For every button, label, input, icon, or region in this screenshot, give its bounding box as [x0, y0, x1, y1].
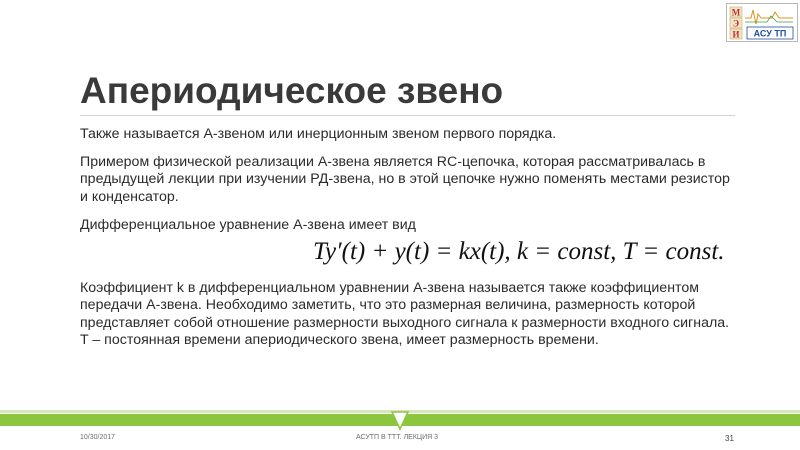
logo-letter-1: М: [731, 7, 741, 18]
title-divider: [80, 115, 735, 116]
mei-asutp-logo: [726, 3, 798, 42]
paragraph-1: Также называется А-звеном или инерционным звеном первого порядка.: [80, 126, 557, 142]
paragraph-4: Коэффициент k в дифференциальном уравнении А-звена называется также коэффициентом передачи А-звена. Необходимо заметить, что это размерная величина, размерность которой представляет собой отношение размерности выходного сигнала к размерности входного сигнала. T – постоянная времени апериодического звена, имеет размерность времени.: [80, 280, 730, 348]
paragraph-2: Примером физической реализации А-звена является RC-цепочка, которая рассматривалась в предыдущей лекции при изучении РД-звена, но в этой цепочке нужно поменять местами резистор и конденсатор.: [80, 154, 730, 205]
logo-letter-2: Э: [732, 18, 740, 29]
paragraph-3: Дифференциальное уравнение А-звена имеет вид: [80, 217, 416, 233]
footer-title: АСУТП В ТТТ. ЛЕКЦИЯ 3: [356, 434, 439, 441]
page-number: 31: [725, 434, 734, 443]
footer-date: 10/30/2017: [80, 434, 116, 441]
logo-label: АСУ ТП: [753, 28, 787, 39]
footer-chevron-icon: [388, 409, 412, 433]
slide-title: Апериодическое звено: [80, 70, 504, 111]
differential-equation: Ty′(t) + y(t) = kx(t), k = const, T = const.: [313, 238, 725, 265]
logo-graphic: [727, 4, 797, 41]
logo-letter-3: И: [732, 29, 740, 40]
